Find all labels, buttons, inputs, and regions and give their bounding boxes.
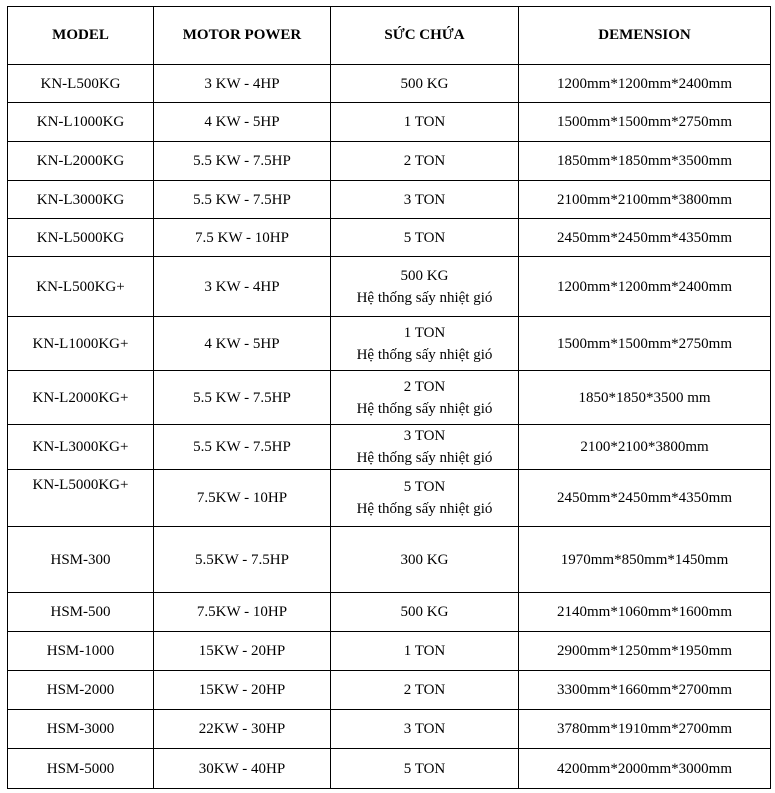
cell-power: 7.5 KW - 10HP xyxy=(154,219,331,257)
cell-capacity xyxy=(331,65,519,103)
cell-dimension: 3300mm*1660mm*2700mm xyxy=(519,671,771,710)
header-model: MODEL xyxy=(8,7,154,65)
cell-power: 4 KW - 5HP xyxy=(154,103,331,142)
capacity-value: 3 TON xyxy=(403,721,446,737)
cell-power: 7.5KW - 10HP xyxy=(154,470,331,527)
cell-capacity xyxy=(331,593,519,632)
cell-dimension: 1200mm*1200mm*2400mm xyxy=(519,257,771,317)
cell-dimension: 2450mm*2450mm*4350mm xyxy=(519,470,771,527)
capacity-value: 2 TON xyxy=(403,682,446,698)
cell-capacity xyxy=(331,181,519,219)
capacity-value: 5 TON xyxy=(403,229,446,246)
header-motor-power: MOTOR POWER xyxy=(154,7,331,65)
table-row xyxy=(8,257,771,317)
cell-capacity xyxy=(331,527,519,593)
cell-dimension: 1850*1850*3500 mm xyxy=(519,371,771,425)
cell-power: 15KW - 20HP xyxy=(154,632,331,671)
cell-dimension: 2100*2100*3800mm xyxy=(519,425,771,470)
table-row xyxy=(8,181,771,219)
cell-model: KN-L5000KG xyxy=(8,219,154,257)
cell-capacity xyxy=(331,632,519,671)
capacity-value: 500 KG xyxy=(400,75,449,92)
cell-capacity xyxy=(331,142,519,181)
cell-dimension: 2450mm*2450mm*4350mm xyxy=(519,219,771,257)
table-row xyxy=(8,371,771,425)
cell-model: KN-L5000KG+ xyxy=(8,470,154,527)
cell-capacity xyxy=(331,219,519,257)
cell-model: HSM-3000 xyxy=(8,710,154,749)
cell-model: KN-L500KG+ xyxy=(8,257,154,317)
cell-power: 3 KW - 4HP xyxy=(154,65,331,103)
capacity-value: 5 TON xyxy=(403,479,446,495)
cell-power: 5.5 KW - 7.5HP xyxy=(154,425,331,470)
capacity-value: 2 TON xyxy=(403,378,446,395)
cell-capacity xyxy=(331,425,519,470)
capacity-value: 500 KG xyxy=(400,267,449,284)
capacity-value: 3 TON xyxy=(403,428,446,444)
capacity-note: Hệ thống sấy nhiệt gió xyxy=(356,400,493,417)
capacity-value: 1 TON xyxy=(403,643,446,659)
header-row xyxy=(8,7,771,65)
cell-capacity xyxy=(331,317,519,371)
table-row xyxy=(8,103,771,142)
cell-dimension: 1850mm*1850mm*3500mm xyxy=(519,142,771,181)
capacity-value: 1 TON xyxy=(403,324,446,341)
cell-dimension: 3780mm*1910mm*2700mm xyxy=(519,710,771,749)
spec-table xyxy=(7,6,771,789)
cell-power: 7.5KW - 10HP xyxy=(154,593,331,632)
cell-model: KN-L2000KG+ xyxy=(8,371,154,425)
cell-dimension: 2140mm*1060mm*1600mm xyxy=(519,593,771,632)
cell-capacity xyxy=(331,371,519,425)
cell-model: HSM-500 xyxy=(8,593,154,632)
cell-capacity xyxy=(331,749,519,789)
capacity-value: 1 TON xyxy=(403,114,446,130)
table-row xyxy=(8,710,771,749)
cell-power: 5.5 KW - 7.5HP xyxy=(154,142,331,181)
cell-dimension: 4200mm*2000mm*3000mm xyxy=(519,749,771,789)
capacity-value: 2 TON xyxy=(403,153,446,169)
cell-model: KN-L1000KG xyxy=(8,103,154,142)
capacity-note: Hệ thống sấy nhiệt gió xyxy=(356,501,493,517)
cell-model: HSM-5000 xyxy=(8,749,154,789)
table-row xyxy=(8,470,771,527)
cell-model: HSM-2000 xyxy=(8,671,154,710)
capacity-value: 3 TON xyxy=(403,191,446,208)
capacity-value: 500 KG xyxy=(400,604,449,620)
table-row xyxy=(8,593,771,632)
cell-power: 3 KW - 4HP xyxy=(154,257,331,317)
table-row xyxy=(8,527,771,593)
table-row xyxy=(8,142,771,181)
cell-capacity xyxy=(331,103,519,142)
cell-model: HSM-1000 xyxy=(8,632,154,671)
table-row xyxy=(8,632,771,671)
cell-capacity xyxy=(331,710,519,749)
table-row xyxy=(8,671,771,710)
capacity-note: Hệ thống sấy nhiệt gió xyxy=(356,289,493,306)
cell-dimension: 1500mm*1500mm*2750mm xyxy=(519,317,771,371)
cell-dimension: 2100mm*2100mm*3800mm xyxy=(519,181,771,219)
table-row xyxy=(8,425,771,470)
capacity-value: 5 TON xyxy=(403,760,446,777)
cell-power: 5.5 KW - 7.5HP xyxy=(154,181,331,219)
cell-capacity xyxy=(331,257,519,317)
table-row xyxy=(8,65,771,103)
table-row xyxy=(8,749,771,789)
cell-power: 15KW - 20HP xyxy=(154,671,331,710)
cell-dimension: 2900mm*1250mm*1950mm xyxy=(519,632,771,671)
cell-power: 30KW - 40HP xyxy=(154,749,331,789)
cell-capacity xyxy=(331,470,519,527)
cell-model: HSM-300 xyxy=(8,527,154,593)
cell-model: KN-L1000KG+ xyxy=(8,317,154,371)
capacity-value: 300 KG xyxy=(400,551,449,568)
cell-power: 22KW - 30HP xyxy=(154,710,331,749)
header-dimension: DEMENSION xyxy=(519,7,771,65)
cell-dimension: 1970mm*850mm*1450mm xyxy=(519,527,771,593)
cell-power: 5.5KW - 7.5HP xyxy=(154,527,331,593)
table-row xyxy=(8,219,771,257)
table-row xyxy=(8,317,771,371)
capacity-note: Hệ thống sấy nhiệt gió xyxy=(356,346,493,363)
cell-model: KN-L3000KG xyxy=(8,181,154,219)
cell-power: 4 KW - 5HP xyxy=(154,317,331,371)
cell-model: KN-L2000KG xyxy=(8,142,154,181)
cell-capacity xyxy=(331,671,519,710)
header-capacity: SỨC CHỨA xyxy=(331,7,519,65)
cell-dimension: 1200mm*1200mm*2400mm xyxy=(519,65,771,103)
cell-model: KN-L3000KG+ xyxy=(8,425,154,470)
cell-model: KN-L500KG xyxy=(8,65,154,103)
cell-dimension: 1500mm*1500mm*2750mm xyxy=(519,103,771,142)
capacity-note: Hệ thống sấy nhiệt gió xyxy=(356,450,493,466)
cell-power: 5.5 KW - 7.5HP xyxy=(154,371,331,425)
